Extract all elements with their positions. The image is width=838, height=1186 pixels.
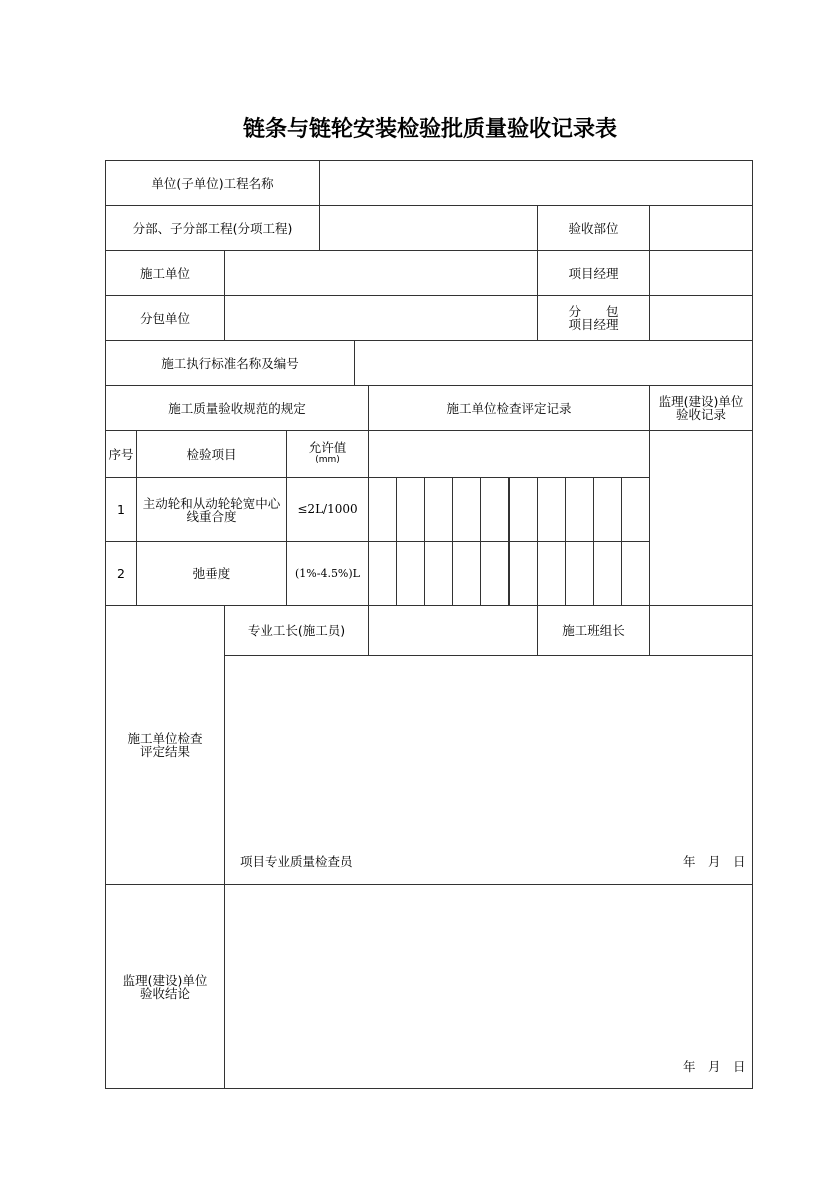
item-2-seq: 2	[105, 541, 137, 606]
label-standard-name: 施工执行标准名称及编号	[105, 340, 355, 386]
check-result-line1: 施工单位检查	[127, 731, 203, 746]
item-1-measurement-cell[interactable]	[368, 477, 397, 542]
acceptance-part-field[interactable]	[649, 205, 753, 251]
label-acceptance-part: 验收部位	[537, 205, 650, 251]
item-1-name-line1: 主动轮和从动轮轮宽中心	[142, 495, 281, 511]
item-2-measurement-cell[interactable]	[565, 541, 594, 606]
check-record-header: 施工单位检查评定记录	[368, 385, 650, 431]
item-1-measurement-cell[interactable]	[621, 477, 650, 542]
allow-header-line2: (mm)	[315, 455, 340, 465]
standard-name-field[interactable]	[354, 340, 753, 386]
check-result-field[interactable]	[224, 655, 753, 885]
label-subcontract-pm	[537, 295, 650, 341]
label-construction-unit: 施工单位	[105, 250, 225, 296]
unit-project-name-field[interactable]	[319, 160, 753, 206]
item-1-seq: 1	[105, 477, 137, 542]
sub-project-field[interactable]	[319, 205, 538, 251]
label-subcontract-pm-line2: 项目经理	[568, 317, 619, 332]
item-2-measurement-cell[interactable]	[509, 541, 538, 606]
label-foreman: 专业工长(施工员)	[224, 605, 369, 656]
label-supervision-conclusion	[105, 884, 225, 1089]
label-subcontract-unit: 分包单位	[105, 295, 225, 341]
label-check-result	[105, 605, 225, 885]
team-leader-field[interactable]	[649, 605, 753, 656]
supervision-conclusion-line1: 监理(建设)单位	[122, 972, 208, 988]
item-2-measurement-cell[interactable]	[621, 541, 650, 606]
item-1-measurement-cell[interactable]	[452, 477, 481, 542]
supervision-conclusion-line2: 验收结论	[139, 985, 190, 1001]
label-subcontract-pm-line1: 分 包	[568, 304, 619, 319]
item-1-name-line2: 线重合度	[186, 508, 237, 524]
item-1-allow: ≤2L/1000	[286, 477, 369, 542]
date-2: 年 月 日	[683, 1059, 746, 1074]
item-2-measurement-cell[interactable]	[452, 541, 481, 606]
item-2-measurement-cell[interactable]	[593, 541, 622, 606]
item-2-allow: (1%-4.5%)L	[286, 541, 369, 606]
supervision-record-line1: 监理(建设)单位	[658, 394, 744, 409]
supervision-record-line2: 验收记录	[675, 407, 726, 422]
item-1-measurement-cell[interactable]	[396, 477, 425, 542]
item-2-measurement-cell[interactable]	[396, 541, 425, 606]
item-1-measurement-cell[interactable]	[480, 477, 509, 542]
allow-header	[286, 430, 369, 478]
item-2-name: 弛垂度	[136, 541, 287, 606]
project-manager-field[interactable]	[649, 250, 753, 296]
label-sub-project: 分部、子分部工程(分项工程)	[105, 205, 320, 251]
item-2-measurement-cell[interactable]	[424, 541, 453, 606]
supervision-conclusion-field[interactable]	[224, 884, 753, 1089]
date-1: 年 月 日	[683, 854, 746, 869]
item-2-measurement-cell[interactable]	[537, 541, 566, 606]
item-1-measurement-cell[interactable]	[565, 477, 594, 542]
foreman-field[interactable]	[368, 605, 538, 656]
item-header: 检验项目	[136, 430, 287, 478]
label-project-manager: 项目经理	[537, 250, 650, 296]
form-title: 链条与链轮安装检验批质量验收记录表	[242, 116, 617, 142]
item-2-measurement-cell[interactable]	[368, 541, 397, 606]
allow-header-line1: 允许值	[308, 440, 347, 455]
seq-header: 序号	[105, 430, 137, 478]
item-2-measurement-cell[interactable]	[480, 541, 509, 606]
item-1-name	[136, 477, 287, 542]
subcontract-unit-field[interactable]	[224, 295, 538, 341]
item-1-measurement-cell[interactable]	[424, 477, 453, 542]
label-unit-project-name: 单位(子单位)工程名称	[105, 160, 320, 206]
subcontract-pm-field[interactable]	[649, 295, 753, 341]
spec-header: 施工质量验收规范的规定	[105, 385, 369, 431]
construction-unit-field[interactable]	[224, 250, 538, 296]
item-1-measurement-cell[interactable]	[537, 477, 566, 542]
label-team-leader: 施工班组长	[537, 605, 650, 656]
supervision-record-header	[649, 385, 753, 431]
supervision-record-field[interactable]	[649, 430, 753, 606]
check-record-blank	[368, 430, 650, 478]
check-result-line2: 评定结果	[139, 744, 190, 759]
item-1-measurement-cell[interactable]	[593, 477, 622, 542]
label-quality-inspector: 项目专业质量检查员	[240, 854, 353, 869]
item-1-measurement-cell[interactable]	[509, 477, 538, 542]
